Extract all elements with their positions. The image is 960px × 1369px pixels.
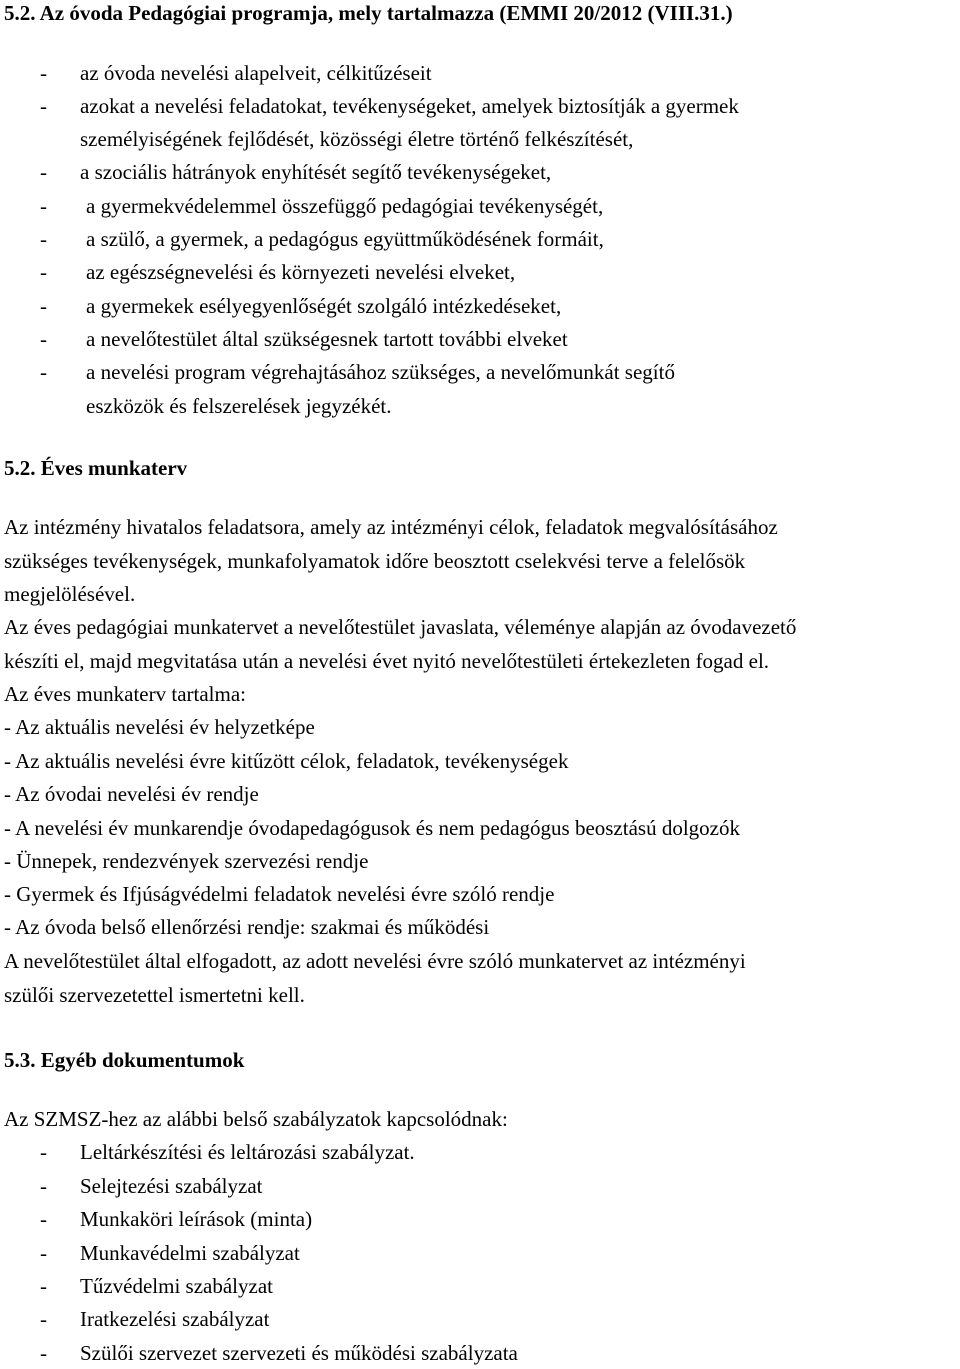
list-item-continuation: eszközök és felszerelések jegyzékét. (86, 394, 392, 418)
list-item: Szülői szervezet szervezeti és működési szabályzata (80, 1341, 518, 1365)
list-item: - Az óvodai nevelési év rendje (4, 782, 259, 806)
list-item: - Ünnepek, rendezvények szervezési rendje (4, 849, 369, 873)
section-heading: 5.3. Egyéb dokumentumok (4, 1048, 245, 1072)
regulations-intro: Az SZMSZ-hez az alábbi belső szabályzatok kapcsolódnak: (4, 1107, 508, 1131)
list-item: - Az aktuális nevelési év helyzetképe (4, 715, 315, 739)
contents-intro: Az éves munkaterv tartalma: (4, 682, 246, 706)
paragraph-line: Az éves pedagógiai munkatervet a nevelőtestület javaslata, véleménye alapján az óvodavezető (4, 615, 797, 639)
list-item: azokat a nevelési feladatokat, tevékenységeket, amelyek biztosítják a gyermek (80, 94, 739, 118)
list-dash: - (40, 1174, 47, 1198)
list-item: Munkaköri leírások (minta) (80, 1207, 313, 1231)
list-item: - A nevelési év munkarendje óvodapedagógusok és nem pedagógus beosztású dolgozók (4, 816, 740, 840)
list-item: - Gyermek és Ifjúságvédelmi feladatok nevelési évre szóló rendje (4, 882, 555, 906)
list-item: - Az aktuális nevelési évre kitűzött célok, feladatok, tevékenységek (4, 749, 569, 773)
list-dash: - (40, 260, 47, 284)
list-item: a gyermekek esélyegyenlőségét szolgáló intézkedéseket, (86, 294, 562, 318)
list-dash: - (40, 327, 47, 351)
list-dash: - (40, 1274, 47, 1298)
list-item: az egészségnevelési és környezeti nevelési elveket, (86, 260, 516, 284)
list-item: Tűzvédelmi szabályzat (80, 1274, 273, 1298)
list-dash: - (40, 1207, 47, 1231)
list-dash: - (40, 61, 47, 85)
list-dash: - (40, 360, 47, 384)
list-dash: - (40, 160, 47, 184)
list-dash: - (40, 194, 47, 218)
paragraph-line: szülői szervezetettel ismertetni kell. (4, 983, 305, 1007)
list-item: Leltárkészítési és leltározási szabályzat. (80, 1140, 415, 1164)
list-dash: - (40, 94, 47, 118)
paragraph-line: A nevelőtestület által elfogadott, az adott nevelési évre szóló munkatervet az intézményi (4, 949, 746, 973)
list-item: a nevelési program végrehajtásához szükséges, a nevelőmunkát segítő (86, 360, 675, 384)
section-heading: 5.2. Az óvoda Pedagógiai programja, mely tartalmazza (EMMI 20/2012 (VIII.31.) (4, 1, 733, 25)
list-item-continuation: személyiségének fejlődését, közösségi életre történő felkészítését, (80, 127, 634, 151)
paragraph-line: szükséges tevékenységek, munkafolyamatok időre beosztott cselekvési terve a felelősök (4, 549, 746, 573)
paragraph-line: készíti el, majd megvitatása után a nevelési évet nyitó nevelőtestületi értekezleten fogad el. (4, 649, 770, 673)
list-item: - Az óvoda belső ellenőrzési rendje: szakmai és működési (4, 915, 490, 939)
list-item: a nevelőtestület által szükségesnek tartott további elveket (86, 327, 568, 351)
list-dash: - (40, 1241, 47, 1265)
list-item: a szociális hátrányok enyhítését segítő tevékenységeket, (80, 160, 552, 184)
list-dash: - (40, 1307, 47, 1331)
list-item: Munkavédelmi szabályzat (80, 1241, 300, 1265)
list-dash: - (40, 227, 47, 251)
list-item: Iratkezelési szabályzat (80, 1307, 270, 1331)
list-dash: - (40, 1140, 47, 1164)
list-item: a szülő, a gyermek, a pedagógus együttműködésének formáit, (86, 227, 604, 251)
list-item: Selejtezési szabályzat (80, 1174, 263, 1198)
paragraph-line: megjelölésével. (4, 582, 136, 606)
paragraph-line: Az intézmény hivatalos feladatsora, amely az intézményi célok, feladatok megvalósításához (4, 515, 778, 539)
section-heading: 5.2. Éves munkaterv (4, 456, 188, 480)
list-dash: - (40, 294, 47, 318)
list-item: a gyermekvédelemmel összefüggő pedagógiai tevékenységét, (86, 194, 604, 218)
list-dash: - (40, 1341, 47, 1365)
list-item: az óvoda nevelési alapelveit, célkitűzéseit (80, 61, 432, 85)
